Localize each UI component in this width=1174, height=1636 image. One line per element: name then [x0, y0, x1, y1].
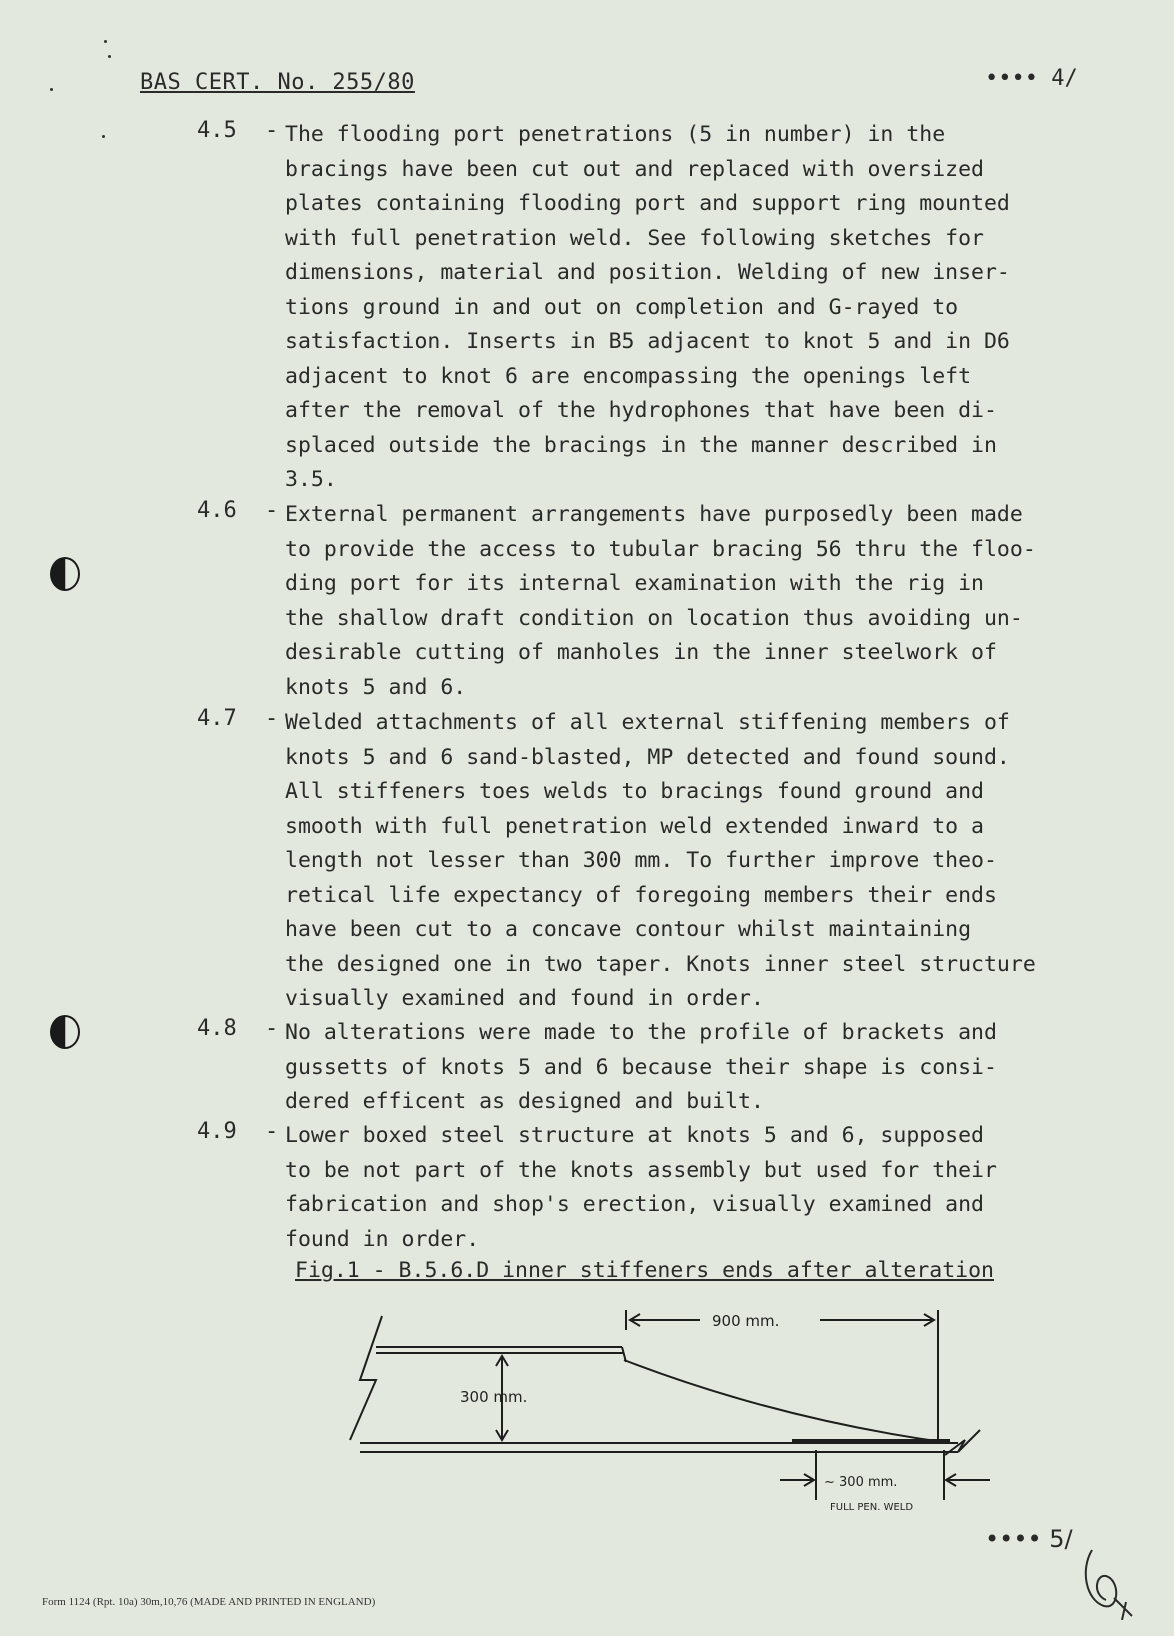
text-line: the shallow draft condition on location thus avoiding un- — [285, 605, 1023, 631]
text-line: dimensions, material and position. Welding of new inser- — [285, 260, 1010, 285]
height-label: 300 mm. — [460, 1388, 528, 1406]
text-line: visually examined and found in order. — [285, 986, 764, 1011]
text-line: satisfaction. Inserts in B5 adjacent to knot 5 and in D6 — [285, 329, 1010, 354]
text-line: adjacent to knot 6 are encompassing the openings left — [285, 363, 972, 389]
text-line: retical life expectancy of foregoing members their ends — [285, 882, 997, 908]
text-line: plates containing flooding port and support ring mounted — [285, 191, 1010, 216]
section-text — [285, 1016, 1125, 1120]
section-number: 4.6 — [197, 498, 237, 523]
text-line: All stiffeners toes welds to bracings found ground and — [285, 779, 984, 804]
text-line: Lower boxed steel structure at knots 5 and 6, supposed — [285, 1123, 984, 1148]
stiffener-sketch — [340, 1300, 1020, 1540]
text-line: splaced outside the bracings in the manner described in — [285, 432, 997, 458]
text-line: the designed one in two taper. Knots inner steel structure — [285, 951, 1036, 977]
section-dash: - — [265, 118, 279, 143]
text-line: to be not part of the knots assembly but used for their — [285, 1157, 997, 1183]
text-line: after the removal of the hydrophones that have been di- — [285, 398, 997, 423]
section-dash: - — [265, 706, 279, 731]
section-dash: - — [265, 1119, 279, 1144]
break-line-left — [350, 1316, 382, 1440]
text-line: fabrication and shop's erection, visually examined and — [285, 1192, 984, 1217]
section-dash: - — [265, 1016, 279, 1041]
section-number: 4.5 — [197, 118, 237, 143]
punch-hole — [50, 557, 80, 591]
weld-type-label: FULL PEN. WELD — [830, 1502, 914, 1513]
next-page-marker: •••• 5/ — [985, 1525, 1073, 1553]
concave-contour — [624, 1360, 950, 1443]
text-line: The flooding port penetrations (5 in number) in the — [285, 122, 946, 147]
speck — [50, 88, 53, 91]
text-line: found in order. — [285, 1226, 480, 1252]
text-line: tions ground in and out on completion and G-rayed to — [285, 294, 959, 320]
text-line: with full penetration weld. See following sketches for — [285, 225, 984, 251]
text-line: 3.5. — [285, 467, 337, 492]
text-line: smooth with full penetration weld extended inward to a — [285, 813, 984, 839]
text-line: desirable cutting of manholes in the inner steelwork of — [285, 640, 997, 665]
text-line: dered efficent as designed and built. — [285, 1089, 764, 1114]
text-line: knots 5 and 6. — [285, 674, 467, 700]
weld-length-label: ~ 300 mm. — [824, 1475, 898, 1490]
text-line: to provide the access to tubular bracing 56 thru the floo- — [285, 536, 1036, 562]
section-text — [285, 1119, 1125, 1257]
punch-hole — [50, 1015, 80, 1049]
certificate-reference: BAS CERT. No. 255/80 — [140, 70, 415, 95]
figure-caption: Fig.1 - B.5.6.D inner stiffeners ends after alteration — [295, 1258, 994, 1283]
page-number: •••• 4/ — [985, 66, 1078, 91]
form-footer: Form 1124 (Rpt. 10a) 30m,10,76 (MADE AND PRINTED IN ENGLAND) — [42, 1596, 376, 1608]
text-line: gussetts of knots 5 and 6 because their shape is consi- — [285, 1054, 997, 1080]
text-line: length not lesser than 300 mm. To further improve theo- — [285, 848, 997, 873]
section-number: 4.7 — [197, 706, 237, 731]
text-line: External permanent arrangements have purposedly been made — [285, 502, 1023, 527]
section-text — [285, 118, 1125, 498]
section-number: 4.9 — [197, 1119, 237, 1144]
speck — [104, 40, 107, 43]
text-line: bracings have been cut out and replaced with oversized — [285, 156, 984, 182]
section-number: 4.8 — [197, 1016, 237, 1041]
section-text — [285, 498, 1125, 705]
speck — [102, 135, 105, 138]
signature-mark — [1070, 1540, 1150, 1620]
text-line: No alterations were made to the profile of brackets and — [285, 1020, 997, 1045]
text-line: Welded attachments of all external stiffening members of — [285, 710, 1010, 735]
speck — [108, 55, 111, 58]
text-line: knots 5 and 6 sand-blasted, MP detected and found sound. — [285, 744, 1010, 770]
length-label: 900 mm. — [712, 1312, 780, 1330]
section-text — [285, 706, 1125, 1017]
text-line: have been cut to a concave contour whilst maintaining — [285, 917, 972, 942]
section-dash: - — [265, 498, 279, 523]
text-line: ding port for its internal examination with the rig in — [285, 571, 984, 596]
